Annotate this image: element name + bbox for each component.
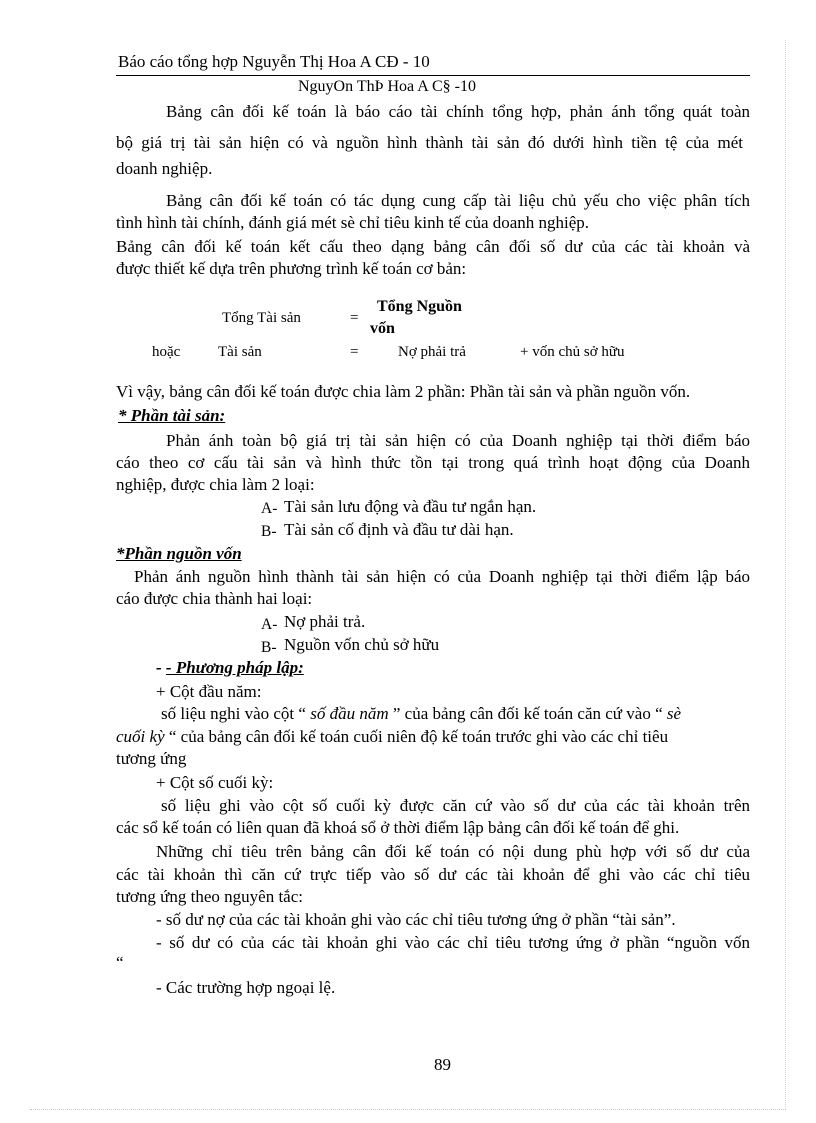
method-rule-exceptions: - Các trường hợp ngoại lệ. — [156, 978, 336, 997]
method-end-column: + Cột số cuối kỳ: — [156, 773, 274, 792]
assets-line1: Phản ánh toàn bộ giá trị tài sản hiện có của Doanh nghiệp tại thời điểm báo — [166, 431, 750, 450]
method-start-line2: cuối kỳ “ của bảng cân đối kế toán cuối niên độ kế toán trước ghi vào các chỉ tiêu — [116, 727, 669, 746]
method-note-line1: Những chỉ tiêu trên bảng cân đối kế toán có nội dung phù hợp với số dư của — [156, 842, 750, 861]
capital-item-a: Nợ phải trả. — [284, 612, 366, 631]
assets-item-b-marker: B- — [261, 523, 277, 540]
intro-p1-line2: bộ giá trị tài sản hiện có và nguồn hình thành tài sản đó dưới hình tiền tệ của mét — [116, 133, 743, 152]
equation-total-assets: Tổng Tài sản — [222, 310, 301, 326]
equation-or: hoặc — [152, 344, 181, 360]
capital-line2: cáo được chia thành hai loại: — [116, 589, 313, 608]
split-sentence: Vì vậy, bảng cân đối kế toán được chia làm 2 phần: Phần tài sản và phần nguồn vốn. — [116, 382, 691, 401]
method-end-line2: các sổ kế toán có liên quan đã khoá sổ ở thời điểm lập bảng cân đối kế toán để ghi. — [116, 818, 680, 837]
method-note-line2: các tài khoản thì căn cứ trực tiếp vào số dư các tài khoản để ghi vào các chỉ tiêu — [116, 865, 750, 884]
equation-liabilities: Nợ phải trả — [398, 344, 466, 360]
page-edge-bottom — [30, 1109, 786, 1110]
method-rule-credit-close-quote: “ — [116, 953, 124, 972]
page-edge-right — [785, 40, 786, 1109]
page-number: 89 — [434, 1055, 451, 1074]
assets-item-a-marker: A- — [261, 500, 278, 517]
intro-p3-line1: Bảng cân đối kế toán kết cấu theo dạng bảng cân đối số dư của các tài khoản và — [116, 237, 750, 256]
assets-heading: * Phần tài sản: — [118, 406, 226, 425]
method-heading: - - Phương pháp lập: — [156, 658, 304, 677]
equation-assets: Tài sản — [218, 344, 262, 360]
method-rule-debit: - số dư nợ của các tài khoản ghi vào các chỉ tiêu tương ứng ở phần “tài sản”. — [156, 910, 676, 929]
capital-item-b: Nguồn vốn chủ sở hữu — [284, 635, 440, 654]
header-subtitle: NguyOn ThÞ Hoa A C§ -10 — [298, 78, 476, 95]
capital-item-a-marker: A- — [261, 616, 278, 633]
method-rule-credit: - số dư có của các tài khoản ghi vào các chỉ tiêu tương ứng ở phần “nguồn vốn — [156, 933, 750, 952]
method-start-line3: tương ứng — [116, 749, 187, 768]
method-note-line3: tương ứng theo nguyên tắc: — [116, 887, 303, 906]
intro-p3-line2: được thiết kế dựa trên phương trình kế toán cơ bản: — [116, 259, 467, 278]
equation-equals-2: = — [350, 344, 359, 360]
assets-line3: nghiệp, được chia làm 2 loại: — [116, 475, 315, 494]
equation-total-capital-b: vốn — [370, 320, 395, 337]
intro-p2-line2: tình hình tài chính, đánh giá mét sè chỉ tiêu kinh tế của doanh nghiệp. — [116, 213, 590, 232]
capital-line1: Phản ánh nguồn hình thành tài sản hiện có của Doanh nghiệp tại thời điểm lập báo — [134, 567, 750, 586]
capital-heading: *Phần nguồn vốn — [116, 544, 242, 563]
header-divider — [116, 75, 750, 76]
intro-p2-line1: Bảng cân đối kế toán có tác dụng cung cấp tài liệu chủ yếu cho việc phân tích — [166, 191, 750, 210]
method-end-line1: số liệu ghi vào cột số cuối kỳ được căn cứ vào số dư của các tài khoản trên — [161, 796, 750, 815]
assets-item-a: Tài sản lưu động và đầu tư ngắn hạn. — [284, 497, 537, 516]
header-title: Báo cáo tổng hợp Nguyễn Thị Hoa A CĐ - 10 — [118, 52, 430, 71]
intro-p1-line1: Bảng cân đối kế toán là báo cáo tài chính tổng hợp, phản ánh tổng quát toàn — [166, 102, 750, 121]
equation-equals-1: = — [350, 310, 359, 326]
assets-line2: cáo theo cơ cấu tài sản và hình thức tồn tại trong quá trình hoạt động của Doanh — [116, 453, 750, 472]
method-heading-text: - Phương pháp lập: — [165, 658, 304, 677]
assets-item-b: Tài sản cố định và đầu tư dài hạn. — [284, 520, 514, 539]
capital-item-b-marker: B- — [261, 639, 277, 656]
equation-total-capital-a: Tổng Nguồn — [377, 298, 462, 315]
intro-p1-line3: doanh nghiệp. — [116, 159, 213, 178]
method-start-column: + Cột đầu năm: — [156, 682, 262, 701]
method-start-line1: số liệu nghi vào cột “ số đầu năm ” của bảng cân đối kế toán căn cứ vào “ sè — [161, 704, 682, 723]
equation-equity: + vốn chủ sở hữu — [520, 344, 625, 360]
